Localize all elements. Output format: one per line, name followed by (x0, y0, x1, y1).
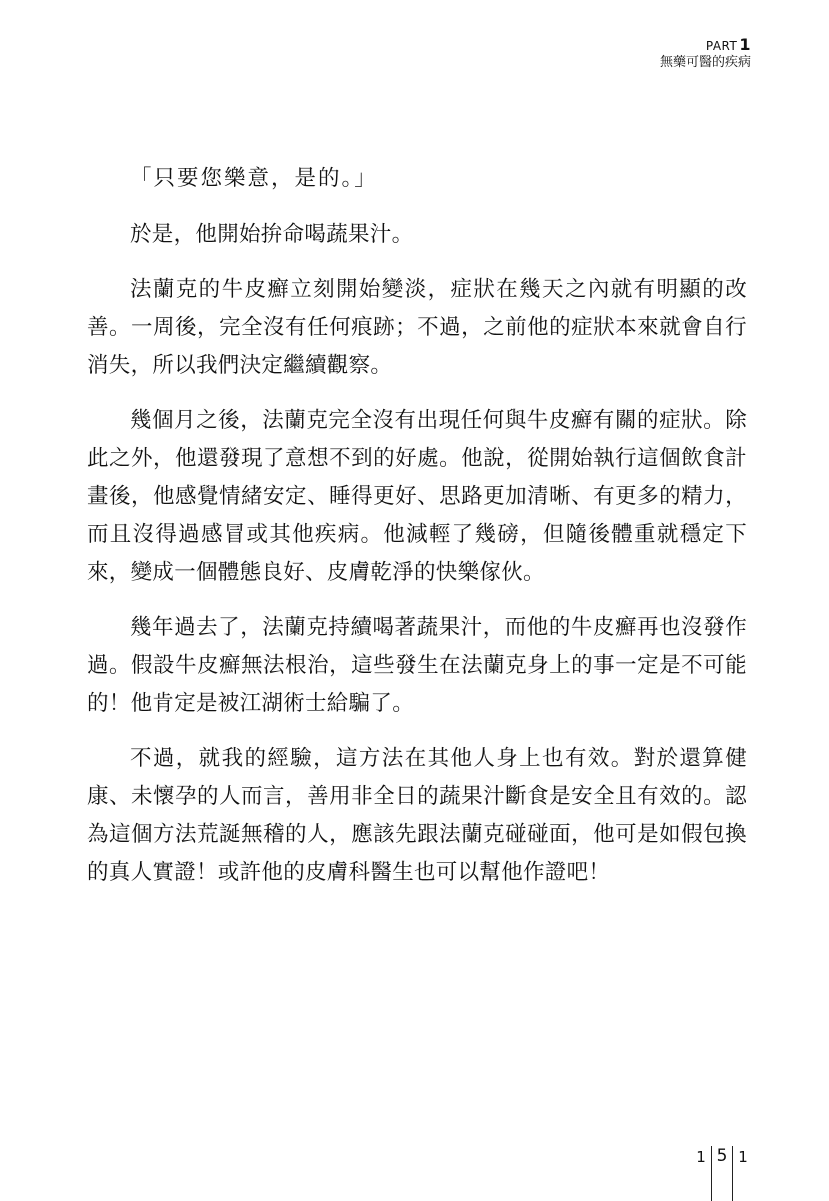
part-text: PART (705, 39, 738, 53)
paragraph: 幾個月之後，法蘭克完全沒有出現任何與牛皮癬有關的症狀。除此之外，他還發現了意想不到的好處。他說，從開始執行這個飲食計畫後，他感覺情緒安定、睡得更好、思路更加清晰、有更多的精力，而且沒得過感冒或其他疾病。他減輕了幾磅，但隨後體重就穩定下來，變成一個體態良好、皮膚乾淨的快樂傢伙。 (87, 408, 747, 585)
running-header (660, 36, 751, 71)
part-label (660, 36, 751, 54)
page-number-digit: 5 (716, 1146, 728, 1166)
paragraph-quote: 「只要您樂意，是的。」 (130, 166, 378, 191)
part-number: 1 (739, 35, 751, 54)
paragraph: 不過，就我的經驗，這方法在其他人身上也有效。對於還算健康、未懷孕的人而言，善用非全日的蔬果汁斷食是安全且有效的。認為這個方法荒誕無稽的人，應該先跟法蘭克碰碰面，他可是如假包換的真人實證！或許他的皮膚科醫生也可以幫他作證吧！ (87, 746, 747, 885)
page-number-digit: 1 (696, 1148, 706, 1166)
paragraph: 幾年過去了，法蘭克持續喝著蔬果汁，而他的牛皮癬再也沒發作過。假設牛皮癬無法根治，這些發生在法蘭克身上的事一定是不可能的！他肯定是被江湖術士給騙了。 (87, 615, 747, 716)
page-number (691, 1146, 753, 1201)
paragraph: 法蘭克的牛皮癬立刻開始變淡，症狀在幾天之內就有明顯的改善。一周後，完全沒有任何痕跡；不過，之前他的症狀本來就會自行消失，所以我們決定繼續觀察。 (87, 277, 747, 378)
page-number-digit: 1 (738, 1148, 748, 1166)
chapter-title: 無藥可醫的疾病 (659, 55, 751, 71)
body-text (87, 160, 747, 909)
paragraph: 於是，他開始拚命喝蔬果汁。 (130, 222, 414, 247)
